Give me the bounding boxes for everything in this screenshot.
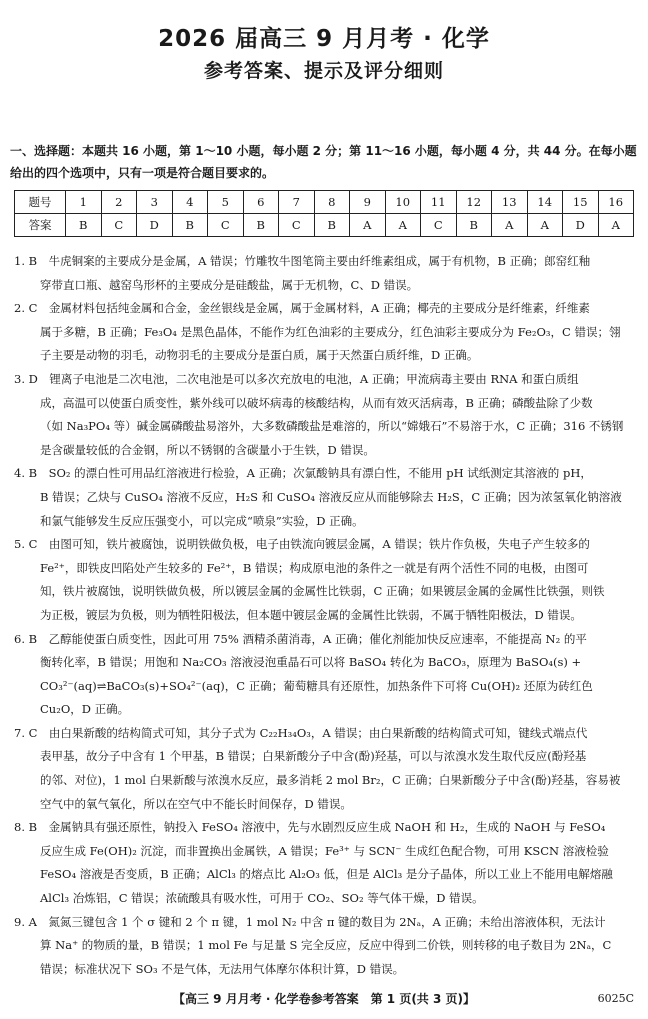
question-number: 7 xyxy=(279,191,315,214)
row-label-answer: 答案 xyxy=(15,214,66,237)
explanation-line: Cu₂O，D 正确。 xyxy=(40,702,130,717)
answer-cell: C xyxy=(421,214,457,237)
page-footer: 【高三 9 月月考 · 化学卷参考答案 第 1 页(共 3 页)】 xyxy=(173,992,475,1006)
explanation-line: 2. C 金属材料包括纯金属和合金，金丝银线是金属，属于金属材料，A 正确；椰壳的主要成分是纤维素，纤维素 xyxy=(14,301,590,316)
explanations xyxy=(14,250,634,981)
answer-row xyxy=(15,214,634,237)
explanation-line: CO₃²⁻(aq)⇌BaCO₃(s)+SO₄²⁻(aq)，C 正确；葡萄糖具有还原性，加热条件下可将 Cu(OH)₂ 还原为砖红色 xyxy=(40,678,593,693)
explanation-item xyxy=(14,628,634,722)
explanation-line: 衡转化率，B 错误；用饱和 Na₂CO₃ 溶液浸泡重晶石可以将 BaSO₄ 转化为 BaCO₃，原理为 BaSO₄(s) + xyxy=(40,655,582,670)
question-number: 10 xyxy=(385,191,421,214)
answer-cell: A xyxy=(492,214,528,237)
question-number: 15 xyxy=(563,191,599,214)
explanation-line: 的邻、对位)，1 mol 白果新酸与浓溴水反应，最多消耗 2 mol Br₂，C 正确；白果新酸分子中含(酚)羟基，容易被 xyxy=(40,773,621,788)
question-number: 4 xyxy=(172,191,208,214)
explanation-line: Fe²⁺，即铁皮凹陷处产生较多的 Fe²⁺，B 错误；构成原电池的条件之一就是有两个活性不同的电极，由图可 xyxy=(40,560,589,575)
answer-cell: B xyxy=(456,214,492,237)
explanation-item xyxy=(14,462,634,533)
explanation-line: 子主要是动物的羽毛，动物羽毛的主要成分是蛋白质，属于天然蛋白质纤维，D 正确。 xyxy=(40,348,479,363)
answer-cell: B xyxy=(66,214,102,237)
explanation-line: 算 Na⁺ 的物质的量，B 错误；1 mol Fe 与足量 S 完全反应，反应中得到二价铁，则转移的电子数目为 2Nₐ，C xyxy=(40,938,612,953)
explanation-item xyxy=(14,368,634,462)
explanation-line: 为正极，镀层为负极，则为牺牲阳极法，但本题中镀层金属的金属性比铁弱，不属于牺牲阳极法，D 错误。 xyxy=(40,607,582,622)
answer-cell: A xyxy=(350,214,386,237)
answer-cell: A xyxy=(385,214,421,237)
answer-cell: A xyxy=(598,214,634,237)
explanation-line: 8. B 金属钠具有强还原性，钠投入 FeSO₄ 溶液中，先与水剧烈反应生成 NaOH 和 H₂，生成的 NaOH 与 FeSO₄ xyxy=(14,820,606,835)
question-number: 2 xyxy=(101,191,137,214)
answer-cell: B xyxy=(172,214,208,237)
explanation-item xyxy=(14,816,634,910)
question-number: 13 xyxy=(492,191,528,214)
question-number: 5 xyxy=(208,191,244,214)
explanation-line: 表甲基，故分子中含有 1 个甲基，B 错误；白果新酸分子中含(酚)羟基，可以与浓溴水发生取代反应(酚羟基 xyxy=(40,749,587,764)
explanation-item xyxy=(14,722,634,816)
question-number: 12 xyxy=(456,191,492,214)
answer-cell: D xyxy=(563,214,599,237)
explanation-item xyxy=(14,533,634,627)
explanation-item xyxy=(14,911,634,982)
explanation-line: 4. B SO₂ 的漂白性可用品红溶液进行检验，A 正确；次氯酸钠具有漂白性，不能用 pH 试纸测定其溶液的 pH， xyxy=(14,466,592,481)
section-intro: 一、选择题：本题共 16 小题，第 1～10 小题，每小题 2 分；第 11～16 小题，每小题 4 分，共 44 分。在每小题给出的四个选项中，只有一项是符合题目要求的。 xyxy=(10,144,637,180)
question-number: 6 xyxy=(243,191,279,214)
explanation-line: AlCl₃ 冶炼铝，C 错误；浓硫酸具有吸水性，可用于 CO₂、SO₂ 等气体干燥，D 错误。 xyxy=(40,891,484,906)
explanation-line: 7. C 由白果新酸的结构简式可知，其分子式为 C₂₂H₃₄O₃，A 错误；由白果新酸的结构简式可知，键线式端点代 xyxy=(14,725,588,740)
page-title: 2026 届高三 9 月月考 · 化学 xyxy=(158,26,490,52)
question-number: 16 xyxy=(598,191,634,214)
explanation-line: 成，高温可以使蛋白质变性，紫外线可以破坏病毒的核酸结构，从而有效灭活病毒，B 正确；磷酸盐除了少数 xyxy=(40,395,593,410)
explanation-line: 反应生成 Fe(OH)₂ 沉淀，而非置换出金属铁，A 错误；Fe³⁺ 与 SCN⁻ 生成红色配合物，可用 KSCN 溶液检验 xyxy=(40,843,609,858)
question-number: 9 xyxy=(350,191,386,214)
explanation-line: B 错误；乙炔与 CuSO₄ 溶液不反应，H₂S 和 CuSO₄ 溶液反应从而能够除去 H₂S，C 正确；因为浓氢氧化钠溶液 xyxy=(40,489,622,504)
question-number: 3 xyxy=(137,191,173,214)
row-label-number: 题号 xyxy=(15,191,66,214)
explanation-line: 9. A 氮氮三键包含 1 个 σ 键和 2 个 π 键，1 mol N₂ 中含 π 键的数目为 2Nₐ，A 正确；未给出溶液体积，无法计 xyxy=(14,914,606,929)
explanation-line: 6. B 乙醇能使蛋白质变性，因此可用 75% 酒精杀菌消毒，A 正确；催化剂能加快反应速率，不能提高 N₂ 的平 xyxy=(14,631,587,646)
explanation-line: 是含碳量较低的合金钢，所以不锈钢的含碳量小于生铁，D 错误。 xyxy=(40,442,375,457)
document-code: 6025C xyxy=(597,992,634,1005)
question-number: 14 xyxy=(527,191,563,214)
explanation-item xyxy=(14,250,634,297)
explanation-line: 3. D 锂离子电池是二次电池，二次电池是可以多次充放电的电池，A 正确；甲流病毒主要由 RNA 和蛋白质组 xyxy=(14,371,579,386)
explanation-line: 知，铁片被腐蚀，说明铁做负极，所以镀层金属的金属性比铁弱，C 正确；如果镀层金属的金属性比铁强，则铁 xyxy=(40,584,605,599)
explanation-line: 属于多糖，B 正确；Fe₃O₄ 是黑色晶体，不能作为红色油彩的主要成分，红色油彩主要成分为 Fe₂O₃，C 错误；翎 xyxy=(40,324,621,339)
answer-cell: D xyxy=(137,214,173,237)
answer-table xyxy=(14,190,634,237)
question-number: 1 xyxy=(66,191,102,214)
explanation-line: 和氯气能够发生反应压强变小，可以完成“喷泉”实验，D 正确。 xyxy=(40,513,364,528)
explanation-line: FeSO₄ 溶液是否变质，B 正确；AlCl₃ 的熔点比 Al₂O₃ 低，但是 AlCl₃ 是分子晶体，所以工业上不能用电解熔融 xyxy=(40,867,613,882)
answer-cell: B xyxy=(314,214,350,237)
explanation-line: （如 Na₃PO₄ 等）碱金属磷酸盐易溶外，大多数磷酸盐是难溶的，所以“嫦娥石”不易溶于水，C 正确；316 不锈钢 xyxy=(40,419,624,434)
question-number-row xyxy=(15,191,634,214)
explanation-line: 空气中的氧气氧化，所以在空气中不能长时间保存，D 错误。 xyxy=(40,796,352,811)
explanation-line: 穿带直口瓶、越窑鸟形杯的主要成分是硅酸盐，属于无机物，C、D 错误。 xyxy=(40,277,419,292)
answer-cell: C xyxy=(279,214,315,237)
answer-cell: A xyxy=(527,214,563,237)
question-number: 8 xyxy=(314,191,350,214)
explanation-line: 5. C 由图可知，铁片被腐蚀，说明铁做负极，电子由铁流向镀层金属，A 错误；铁片作负极，失电子产生较多的 xyxy=(14,537,590,552)
question-number: 11 xyxy=(421,191,457,214)
page-subtitle: 参考答案、提示及评分细则 xyxy=(203,60,444,82)
explanation-item xyxy=(14,297,634,368)
answer-cell: C xyxy=(208,214,244,237)
explanation-line: 错误；标准状况下 SO₃ 不是气体，无法用气体摩尔体积计算，D 错误。 xyxy=(40,961,405,976)
answer-cell: C xyxy=(101,214,137,237)
answer-cell: B xyxy=(243,214,279,237)
explanation-line: 1. B 牛虎铜案的主要成分是金属，A 错误；竹雕牧牛图笔筒主要由纤维素组成，属于有机物，B 正确；郎窑红釉 xyxy=(14,254,591,268)
